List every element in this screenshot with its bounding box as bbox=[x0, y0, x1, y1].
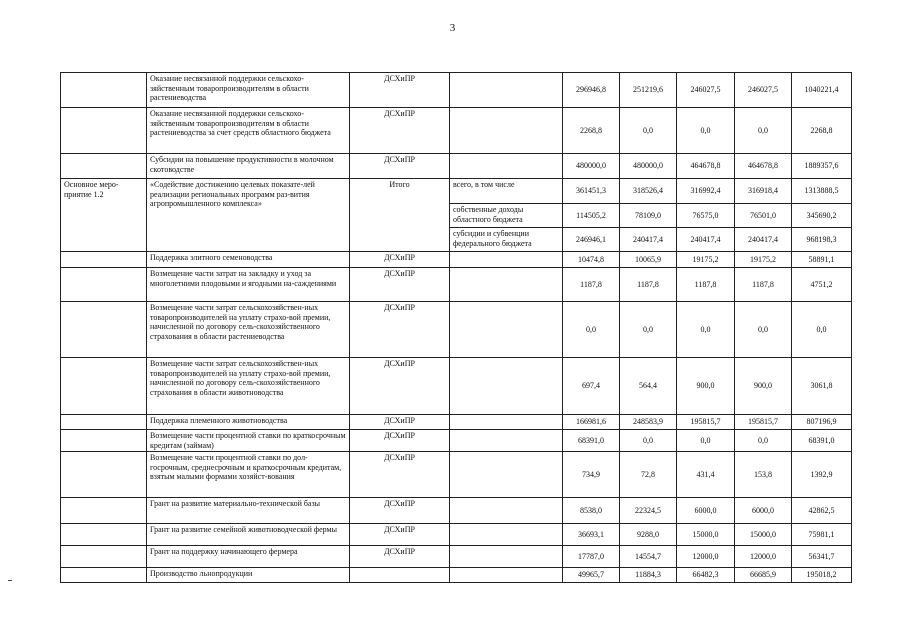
measure-name-cell: Возмещение части затрат на закладку и уход за многолетними плодовыми и ягодными на-саждениями bbox=[147, 268, 350, 302]
value-cell: 0,0 bbox=[677, 108, 735, 154]
value-cell: 68391,0 bbox=[792, 430, 852, 452]
funding-source-cell bbox=[450, 415, 563, 430]
table-row bbox=[61, 430, 852, 452]
value-cell: 248583,9 bbox=[620, 415, 677, 430]
value-cell: 11884,3 bbox=[620, 568, 677, 583]
measure-name-cell: Грант на развитие семейной животноводческой фермы bbox=[147, 524, 350, 546]
measure-name-cell: Субсидии на повышение продуктивности в молочном скотоводстве bbox=[147, 154, 350, 179]
value-cell: 1187,8 bbox=[620, 268, 677, 302]
value-cell: 0,0 bbox=[792, 302, 852, 358]
event-cell bbox=[61, 302, 147, 358]
event-cell bbox=[61, 568, 147, 583]
funding-source-cell bbox=[450, 498, 563, 524]
value-cell: 480000,0 bbox=[620, 154, 677, 179]
value-cell: 10474,8 bbox=[563, 252, 620, 268]
table-row bbox=[61, 154, 852, 179]
funding-source-cell bbox=[450, 302, 563, 358]
value-cell: 75981,1 bbox=[792, 524, 852, 546]
value-cell: 240417,4 bbox=[735, 228, 792, 252]
funding-source-cell: субсидии и субвенции федерального бюджета bbox=[450, 228, 563, 252]
agency-cell: ДСХиПР bbox=[350, 252, 450, 268]
agency-cell: ДСХиПР bbox=[350, 498, 450, 524]
value-cell: 76575,0 bbox=[677, 204, 735, 228]
value-cell: 464678,8 bbox=[677, 154, 735, 179]
measure-name-cell: Возмещение части процентной ставки по дол-госрочным, среднесрочным и краткосрочным кредитам, взятым малыми формами хозяйст-вования bbox=[147, 452, 350, 498]
funding-source-cell bbox=[450, 154, 563, 179]
agency-cell bbox=[350, 568, 450, 583]
value-cell: 76501,0 bbox=[735, 204, 792, 228]
measure-name-cell: Оказание несвязанной поддержки сельскохо-зяйственным товаропроизводителям в области растениеводства bbox=[147, 73, 350, 108]
agency-cell: ДСХиПР bbox=[350, 108, 450, 154]
value-cell: 195815,7 bbox=[735, 415, 792, 430]
event-cell bbox=[61, 73, 147, 108]
value-cell: 56341,7 bbox=[792, 546, 852, 568]
funding-source-cell bbox=[450, 108, 563, 154]
agency-cell: ДСХиПР bbox=[350, 452, 450, 498]
value-cell: 246027,5 bbox=[677, 73, 735, 108]
event-cell bbox=[61, 154, 147, 179]
table-row bbox=[61, 73, 852, 108]
funding-source-cell bbox=[450, 358, 563, 415]
value-cell: 22324,5 bbox=[620, 498, 677, 524]
program-funding-table bbox=[60, 72, 852, 583]
value-cell: 1889357,6 bbox=[792, 154, 852, 179]
value-cell: 9288,0 bbox=[620, 524, 677, 546]
value-cell: 431,4 bbox=[677, 452, 735, 498]
value-cell: 2268,8 bbox=[792, 108, 852, 154]
agency-cell: ДСХиПР bbox=[350, 524, 450, 546]
value-cell: 296946,8 bbox=[563, 73, 620, 108]
table-row bbox=[61, 452, 852, 498]
value-cell: 17787,0 bbox=[563, 546, 620, 568]
value-cell: 316918,4 bbox=[735, 179, 792, 204]
value-cell: 0,0 bbox=[677, 302, 735, 358]
funding-source-cell bbox=[450, 430, 563, 452]
agency-cell: ДСХиПР bbox=[350, 302, 450, 358]
value-cell: 0,0 bbox=[620, 302, 677, 358]
value-cell: 12000,0 bbox=[735, 546, 792, 568]
event-cell bbox=[61, 252, 147, 268]
value-cell: 58891,1 bbox=[792, 252, 852, 268]
event-cell bbox=[61, 546, 147, 568]
agency-cell: ДСХиПР bbox=[350, 268, 450, 302]
value-cell: 2268,8 bbox=[563, 108, 620, 154]
table-row bbox=[61, 302, 852, 358]
value-cell: 10065,9 bbox=[620, 252, 677, 268]
table-row bbox=[61, 179, 852, 204]
value-cell: 12000,0 bbox=[677, 546, 735, 568]
value-cell: 240417,4 bbox=[620, 228, 677, 252]
value-cell: 900,0 bbox=[735, 358, 792, 415]
agency-cell: Итого bbox=[350, 179, 450, 252]
funding-source-cell bbox=[450, 452, 563, 498]
value-cell: 464678,8 bbox=[735, 154, 792, 179]
value-cell: 318526,4 bbox=[620, 179, 677, 204]
value-cell: 900,0 bbox=[677, 358, 735, 415]
measure-name-cell: Возмещение части процентной ставки по краткосрочным кредитам (займам) bbox=[147, 430, 350, 452]
value-cell: 49965,7 bbox=[563, 568, 620, 583]
value-cell: 36693,1 bbox=[563, 524, 620, 546]
funding-source-cell: собственные доходы областного бюджета bbox=[450, 204, 563, 228]
value-cell: 3061,8 bbox=[792, 358, 852, 415]
event-cell bbox=[61, 415, 147, 430]
value-cell: 166981,6 bbox=[563, 415, 620, 430]
measure-name-cell: «Содействие достижению целевых показате-лей реализации региональных программ раз-вития агропромышленного комплекса» bbox=[147, 179, 350, 252]
event-cell: Основное меро-приятие 1.2 bbox=[61, 179, 147, 252]
agency-cell: ДСХиПР bbox=[350, 73, 450, 108]
value-cell: 251219,6 bbox=[620, 73, 677, 108]
page-number: 3 bbox=[449, 22, 456, 34]
funding-source-cell bbox=[450, 546, 563, 568]
value-cell: 153,8 bbox=[735, 452, 792, 498]
value-cell: 19175,2 bbox=[735, 252, 792, 268]
measure-name-cell: Возмещение части затрат сельскохозяйствен-ных товаропроизводителей на уплату страхо-вой премии, начисленной по договору сель-скохозяйственного страхования в области животноводства bbox=[147, 358, 350, 415]
margin-mark bbox=[8, 580, 12, 581]
funding-source-cell bbox=[450, 73, 563, 108]
agency-cell: ДСХиПР bbox=[350, 415, 450, 430]
value-cell: 0,0 bbox=[620, 108, 677, 154]
value-cell: 195018,2 bbox=[792, 568, 852, 583]
value-cell: 968198,3 bbox=[792, 228, 852, 252]
value-cell: 361451,3 bbox=[563, 179, 620, 204]
agency-cell: ДСХиПР bbox=[350, 546, 450, 568]
table-row bbox=[61, 546, 852, 568]
value-cell: 480000,0 bbox=[563, 154, 620, 179]
measure-name-cell: Поддержка элитного семеноводства bbox=[147, 252, 350, 268]
agency-cell: ДСХиПР bbox=[350, 430, 450, 452]
event-cell bbox=[61, 452, 147, 498]
event-cell bbox=[61, 268, 147, 302]
value-cell: 240417,4 bbox=[677, 228, 735, 252]
value-cell: 1187,8 bbox=[677, 268, 735, 302]
value-cell: 316992,4 bbox=[677, 179, 735, 204]
event-cell bbox=[61, 108, 147, 154]
value-cell: 66685,9 bbox=[735, 568, 792, 583]
value-cell: 8538,0 bbox=[563, 498, 620, 524]
event-cell bbox=[61, 498, 147, 524]
value-cell: 345690,2 bbox=[792, 204, 852, 228]
value-cell: 0,0 bbox=[620, 430, 677, 452]
value-cell: 195815,7 bbox=[677, 415, 735, 430]
table-row bbox=[61, 498, 852, 524]
measure-name-cell: Грант на развитие материально-технической базы bbox=[147, 498, 350, 524]
measure-name-cell: Возмещение части затрат сельскохозяйствен-ных товаропроизводителей на уплату страхо-вой премии, начисленной по договору сель-скохозяйственного страхования в области растениеводства bbox=[147, 302, 350, 358]
value-cell: 0,0 bbox=[735, 302, 792, 358]
value-cell: 1040221,4 bbox=[792, 73, 852, 108]
measure-name-cell: Поддержка племенного животноводства bbox=[147, 415, 350, 430]
value-cell: 1392,9 bbox=[792, 452, 852, 498]
event-cell bbox=[61, 430, 147, 452]
value-cell: 19175,2 bbox=[677, 252, 735, 268]
funding-source-cell bbox=[450, 268, 563, 302]
table-row bbox=[61, 108, 852, 154]
value-cell: 72,8 bbox=[620, 452, 677, 498]
value-cell: 42862,5 bbox=[792, 498, 852, 524]
value-cell: 246027,5 bbox=[735, 73, 792, 108]
measure-name-cell: Производство льнопродукции bbox=[147, 568, 350, 583]
event-cell bbox=[61, 358, 147, 415]
value-cell: 14554,7 bbox=[620, 546, 677, 568]
table-row bbox=[61, 568, 852, 583]
value-cell: 0,0 bbox=[735, 430, 792, 452]
table-row bbox=[61, 358, 852, 415]
table-row bbox=[61, 524, 852, 546]
value-cell: 78109,0 bbox=[620, 204, 677, 228]
table-row bbox=[61, 415, 852, 430]
value-cell: 68391,0 bbox=[563, 430, 620, 452]
value-cell: 807196,9 bbox=[792, 415, 852, 430]
value-cell: 0,0 bbox=[735, 108, 792, 154]
funding-source-cell bbox=[450, 252, 563, 268]
value-cell: 1187,8 bbox=[563, 268, 620, 302]
value-cell: 6000,0 bbox=[735, 498, 792, 524]
value-cell: 564,4 bbox=[620, 358, 677, 415]
value-cell: 66482,3 bbox=[677, 568, 735, 583]
table-row bbox=[61, 252, 852, 268]
funding-source-cell: всего, в том числе bbox=[450, 179, 563, 204]
value-cell: 0,0 bbox=[563, 302, 620, 358]
value-cell: 4751,2 bbox=[792, 268, 852, 302]
value-cell: 1187,8 bbox=[735, 268, 792, 302]
value-cell: 6000,0 bbox=[677, 498, 735, 524]
funding-source-cell bbox=[450, 524, 563, 546]
measure-name-cell: Грант на поддержку начинающего фермера bbox=[147, 546, 350, 568]
value-cell: 15000,0 bbox=[677, 524, 735, 546]
agency-cell: ДСХиПР bbox=[350, 358, 450, 415]
value-cell: 697,4 bbox=[563, 358, 620, 415]
value-cell: 246946,1 bbox=[563, 228, 620, 252]
value-cell: 734,9 bbox=[563, 452, 620, 498]
agency-cell: ДСХиПР bbox=[350, 154, 450, 179]
value-cell: 15000,0 bbox=[735, 524, 792, 546]
funding-source-cell bbox=[450, 568, 563, 583]
table-row bbox=[61, 268, 852, 302]
measure-name-cell: Оказание несвязанной поддержки сельскохо-зяйственным товаропроизводителям в области растениеводства за счет средств областного бюджета bbox=[147, 108, 350, 154]
event-cell bbox=[61, 524, 147, 546]
value-cell: 114505,2 bbox=[563, 204, 620, 228]
value-cell: 0,0 bbox=[677, 430, 735, 452]
value-cell: 1313888,5 bbox=[792, 179, 852, 204]
